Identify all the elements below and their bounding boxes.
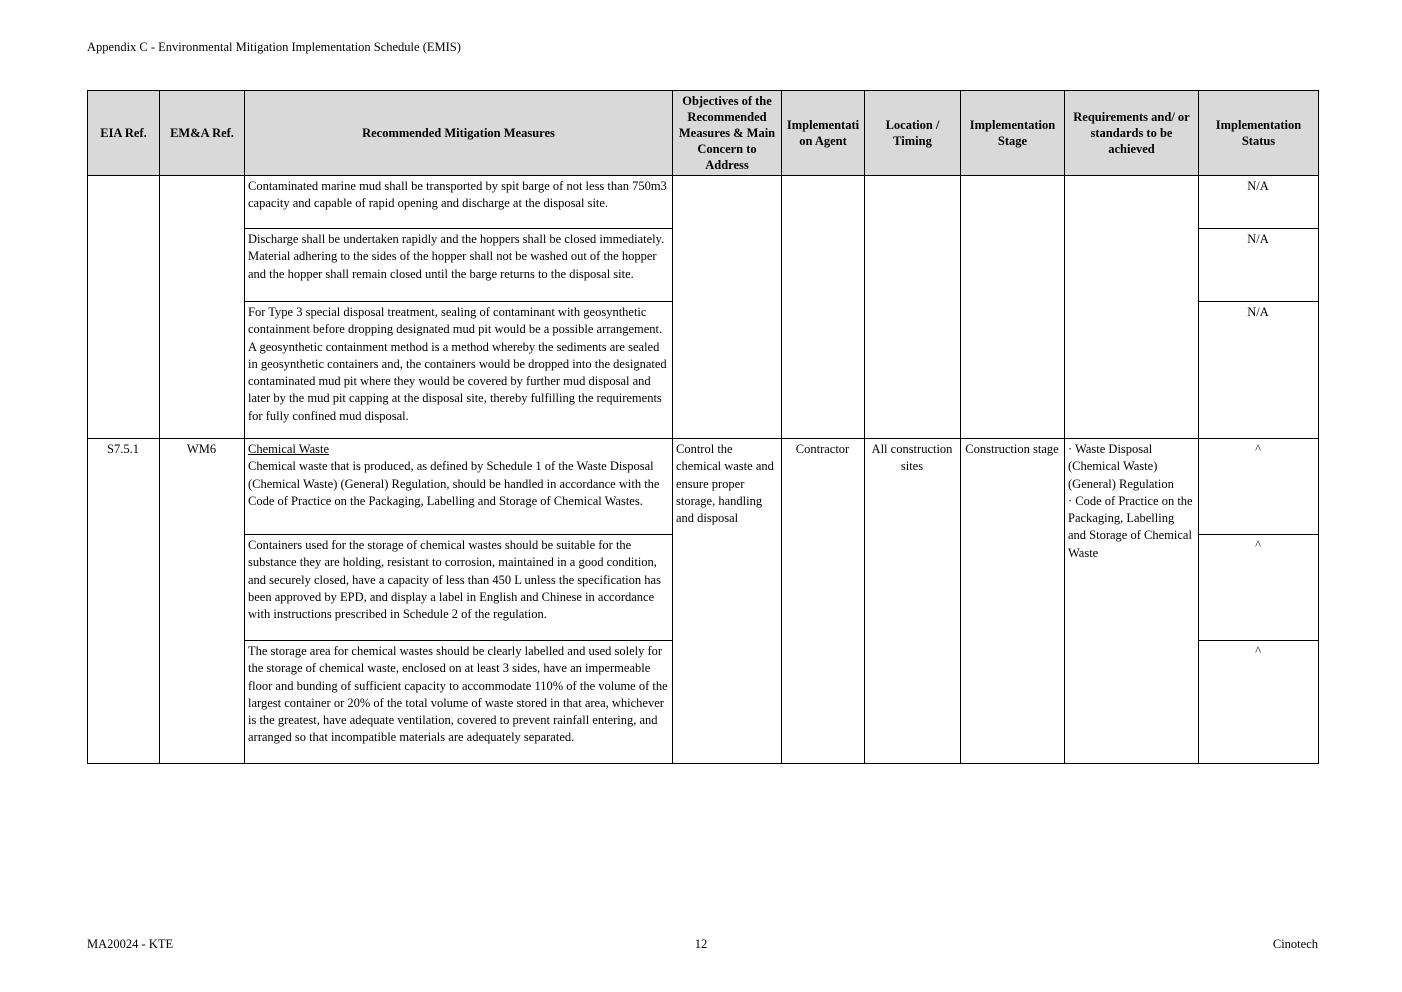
col-header-location-timing: Location / Timing <box>865 91 961 176</box>
status-cell: ^ <box>1199 535 1319 641</box>
eia-ref-cell <box>88 176 160 439</box>
col-header-agent: Implementation Agent <box>782 91 865 176</box>
stage-cell: Construction stage <box>961 439 1065 764</box>
document-title: Appendix C - Environmental Mitigation Implementation Schedule (EMIS) <box>87 40 461 54</box>
ema-ref-cell: WM6 <box>160 439 245 764</box>
table-row <box>88 439 1319 535</box>
table-header-row <box>88 91 1319 176</box>
footer-page-number: 12 <box>694 937 708 951</box>
footer-company-name: Cinotech <box>1272 937 1318 951</box>
col-header-requirements: Requirements and/ or standards to be achieved <box>1065 91 1199 176</box>
location-cell <box>865 176 961 439</box>
agent-cell <box>782 176 865 439</box>
status-cell: ^ <box>1199 439 1319 535</box>
footer-project-ref: MA20024 - KTE <box>87 937 174 951</box>
measure-cell: Containers used for the storage of chemical wastes should be suitable for the substance they are holding, resistant to corrosion, maintained in a good condition, and securely closed, have a capacity of less than 450 L unless the specification has been approved by EPD, and display a label in English and Chinese in accordance with instructions prescribed in Schedule 2 of the regulation. <box>245 535 673 641</box>
measure-text: Chemical waste that is produced, as defined by Schedule 1 of the Waste Disposal (Chemical Waste) (General) Regulation, should be handled in accordance with the Code of Practice on the Packaging, Labelling and Storage of Chemical Wastes. <box>248 459 660 508</box>
status-cell: ^ <box>1199 641 1319 764</box>
location-cell: All construction sites <box>865 439 961 764</box>
measure-cell <box>245 439 673 535</box>
ema-ref-cell <box>160 176 245 439</box>
col-header-ema-ref: EM&A Ref. <box>160 91 245 176</box>
col-header-objectives: Objectives of the Recommended Measures & Main Concern to Address <box>673 91 782 176</box>
objectives-cell <box>673 176 782 439</box>
col-header-stage: Implementation Stage <box>961 91 1065 176</box>
stage-cell <box>961 176 1065 439</box>
requirement-line: · Waste Disposal (Chemical Waste) (General) Regulation <box>1068 442 1174 491</box>
requirement-line: · Code of Practice on the Packaging, Labelling and Storage of Chemical Waste <box>1068 493 1193 560</box>
requirements-cell <box>1065 176 1199 439</box>
measure-cell: Contaminated marine mud shall be transported by spit barge of not less than 750m3 capacity and capable of rapid opening and discharge at the disposal site. <box>245 176 673 229</box>
emis-table <box>87 90 1319 764</box>
measure-cell: The storage area for chemical wastes should be clearly labelled and used solely for the storage of chemical waste, enclosed on at least 3 sides, have an impermeable floor and bunding of sufficient capacity to accommodate 110% of the volume of the largest container or 20% of the total volume of waste stored in that area, whichever is the greatest, have adequate ventilation, covered to prevent rainfall entering, and arranged so that incompatible materials are adequately separated. <box>245 641 673 764</box>
measure-cell: For Type 3 special disposal treatment, sealing of contaminant with geosynthetic containment before dropping designated mud pit would be a possible arrangement. A geosynthetic containment method is a method whereby the sediments are sealed in geosynthetic containers and, the containers would be dropped into the designated contaminated mud pit where they would be covered by further mud disposal and later by the mud pit capping at the disposal site, thereby fulfilling the requirements for fully confined mud disposal. <box>245 302 673 439</box>
status-cell: N/A <box>1199 302 1319 439</box>
status-cell: N/A <box>1199 176 1319 229</box>
requirements-cell <box>1065 439 1199 764</box>
eia-ref-cell: S7.5.1 <box>88 439 160 764</box>
status-cell: N/A <box>1199 229 1319 302</box>
col-header-eia-ref: EIA Ref. <box>88 91 160 176</box>
col-header-status: Implementation Status <box>1199 91 1319 176</box>
objectives-cell: Control the chemical waste and ensure proper storage, handling and disposal <box>673 439 782 764</box>
measure-cell: Discharge shall be undertaken rapidly and the hoppers shall be closed immediately. Material adhering to the sides of the hopper shall not be washed out of the hopper and the hopper shall remain closed until the barge returns to the disposal site. <box>245 229 673 302</box>
agent-cell: Contractor <box>782 439 865 764</box>
table-row <box>88 176 1319 229</box>
col-header-measures: Recommended Mitigation Measures <box>245 91 673 176</box>
measure-heading: Chemical Waste <box>248 442 330 456</box>
